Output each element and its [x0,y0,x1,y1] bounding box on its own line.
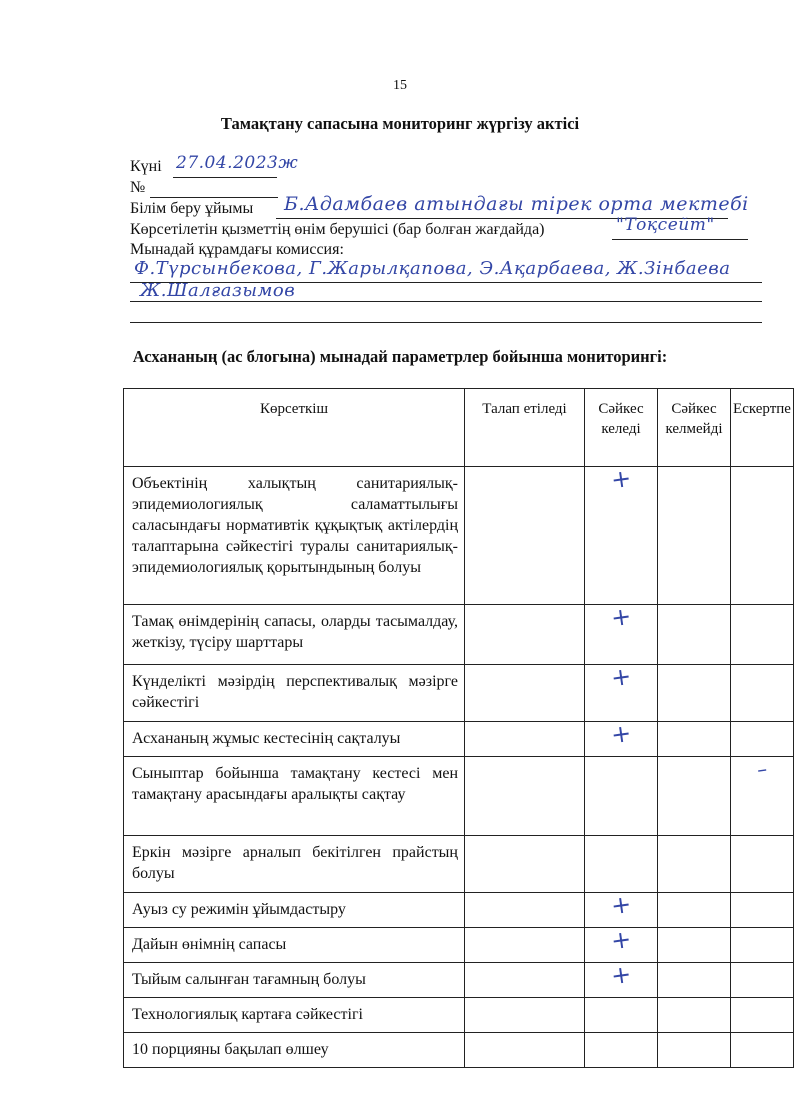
indicator-cell [124,467,465,605]
not-matches-cell [658,998,731,1033]
table-row [124,665,794,722]
number-label: № [130,179,146,196]
matches-mark: + [609,463,633,495]
not-matches-cell [658,757,731,836]
header-note: Ескертпе [731,389,794,467]
required-cell [465,665,585,722]
table-row [124,928,794,963]
matches-cell [585,757,658,836]
indicator-cell [124,836,465,893]
note-cell [731,836,794,893]
required-cell [465,722,585,757]
indicator-text: Технологиялық картаға сәйкестігі [132,1006,363,1023]
number-underline [150,197,278,198]
org-value: Б.Адамбаев атындағы тірек орта мектебі [284,193,749,215]
matches-mark: + [609,661,633,693]
indicator-text: Тыйым салынған тағамның болуы [132,971,366,988]
date-value: 27.04.2023ж [176,153,299,173]
indicator-cell [124,605,465,665]
indicator-text: Күнделікті мәзірдің перспективалық мәзірге сәйкестігі [132,673,458,711]
indicator-text: Еркін мәзірге арналып бекітілген прайстың болуы [132,844,458,882]
note-cell [731,893,794,928]
matches-mark: + [609,718,633,750]
table-row [124,605,794,665]
note-cell [731,665,794,722]
matches-cell [585,718,658,757]
required-cell [465,893,585,928]
indicator-cell [124,665,465,722]
indicator-cell [124,757,465,836]
not-matches-cell [658,467,731,605]
header-matches: Сәйкес келеді [585,389,658,467]
indicator-text: Тамақ өнімдерінің сапасы, оларды тасымалдау, жеткізу, түсіру шарттары [132,613,458,651]
note-cell [731,605,794,665]
document-title: Тамақтану сапасына мониторинг жүргізу актісі [220,114,580,133]
not-matches-cell [658,928,731,963]
section-title: Асхананың (ас блогына) мынадай параметрлер бойынша мониторингі: [132,347,668,366]
note-mark: – [755,756,769,782]
matches-cell [585,959,658,998]
indicator-text: Дайын өнімнің сапасы [132,936,287,953]
note-cell [731,757,794,836]
matches-cell [585,661,658,722]
indicator-cell [124,722,465,757]
header-not-matches: Сәйкес келмейді [658,389,731,467]
required-cell [465,1033,585,1068]
matches-cell [585,889,658,928]
indicator-text: Объектінің халықтың санитариялық-эпидемиологиялық саламаттылығы саласындағы нормативтік құқықтық актілердің талаптарына сәйкестігі туралы санитариялық-эпидемиологиялық қорытындының болуы [132,475,458,576]
table-row [124,963,794,998]
matches-mark: + [609,959,633,991]
header-required: Талап етіледі [465,389,585,467]
commission-label: Мынадай құрамдағы комиссия: [130,241,344,258]
indicator-cell [124,893,465,928]
not-matches-cell [658,893,731,928]
header-indicator: Көрсеткіш [124,389,465,467]
indicator-text: Сыныптар бойынша тамақтану кестесі мен тамақтану арасындағы аралықты сақтау [132,765,458,803]
required-cell [465,836,585,893]
matches-mark: + [609,601,633,633]
monitoring-table [123,388,794,1068]
matches-cell [585,924,658,963]
not-matches-cell [658,963,731,998]
table-row [124,998,794,1033]
required-cell [465,605,585,665]
note-cell [731,928,794,963]
required-cell [465,998,585,1033]
provider-value: "Тоқсейт" [616,215,715,235]
not-matches-cell [658,722,731,757]
indicator-cell [124,963,465,998]
matches-cell [585,463,658,605]
table-row [124,722,794,757]
not-matches-cell [658,665,731,722]
required-cell [465,467,585,605]
commission-members-2: Ж.Шалғазымов [140,280,296,301]
provider-underline [612,239,748,240]
matches-cell [585,1033,658,1068]
matches-mark: + [609,924,633,956]
required-cell [465,963,585,998]
matches-cell [585,998,658,1033]
indicator-cell [124,998,465,1033]
date-label: Күні [130,158,162,175]
indicator-text: Ауыз су режимін ұйымдастыру [132,901,346,918]
not-matches-cell [658,605,731,665]
matches-cell [585,601,658,665]
provider-label: Көрсетілетін қызметтің өнім берушісі (бар болған жағдайда) [130,221,545,238]
indicator-text: 10 порцияны бақылап өлшеу [132,1041,329,1058]
table-row [124,893,794,928]
commission-line-2 [130,301,762,302]
matches-mark: + [609,889,633,921]
not-matches-cell [658,1033,731,1068]
note-cell [731,998,794,1033]
indicator-text: Асхананың жұмыс кестесінің сақталуы [132,730,401,747]
matches-cell [585,836,658,893]
table-row [124,1033,794,1068]
indicator-cell [124,1033,465,1068]
note-cell [731,467,794,605]
table-row [124,836,794,893]
date-underline [173,177,277,178]
not-matches-cell [658,836,731,893]
org-label: Білім беру ұйымы [130,200,254,217]
required-cell [465,928,585,963]
commission-members-1: Ф.Түрсынбекова, Г.Жарылқапова, Э.Ақарбаева, Ж.Зінбаева [134,258,731,279]
table-row [124,757,794,836]
page-number: 15 [393,78,407,93]
note-cell [731,1033,794,1068]
required-cell [465,757,585,836]
note-cell [731,963,794,998]
indicator-cell [124,928,465,963]
note-cell [731,722,794,757]
table-row [124,467,794,605]
commission-line-3 [130,322,762,323]
